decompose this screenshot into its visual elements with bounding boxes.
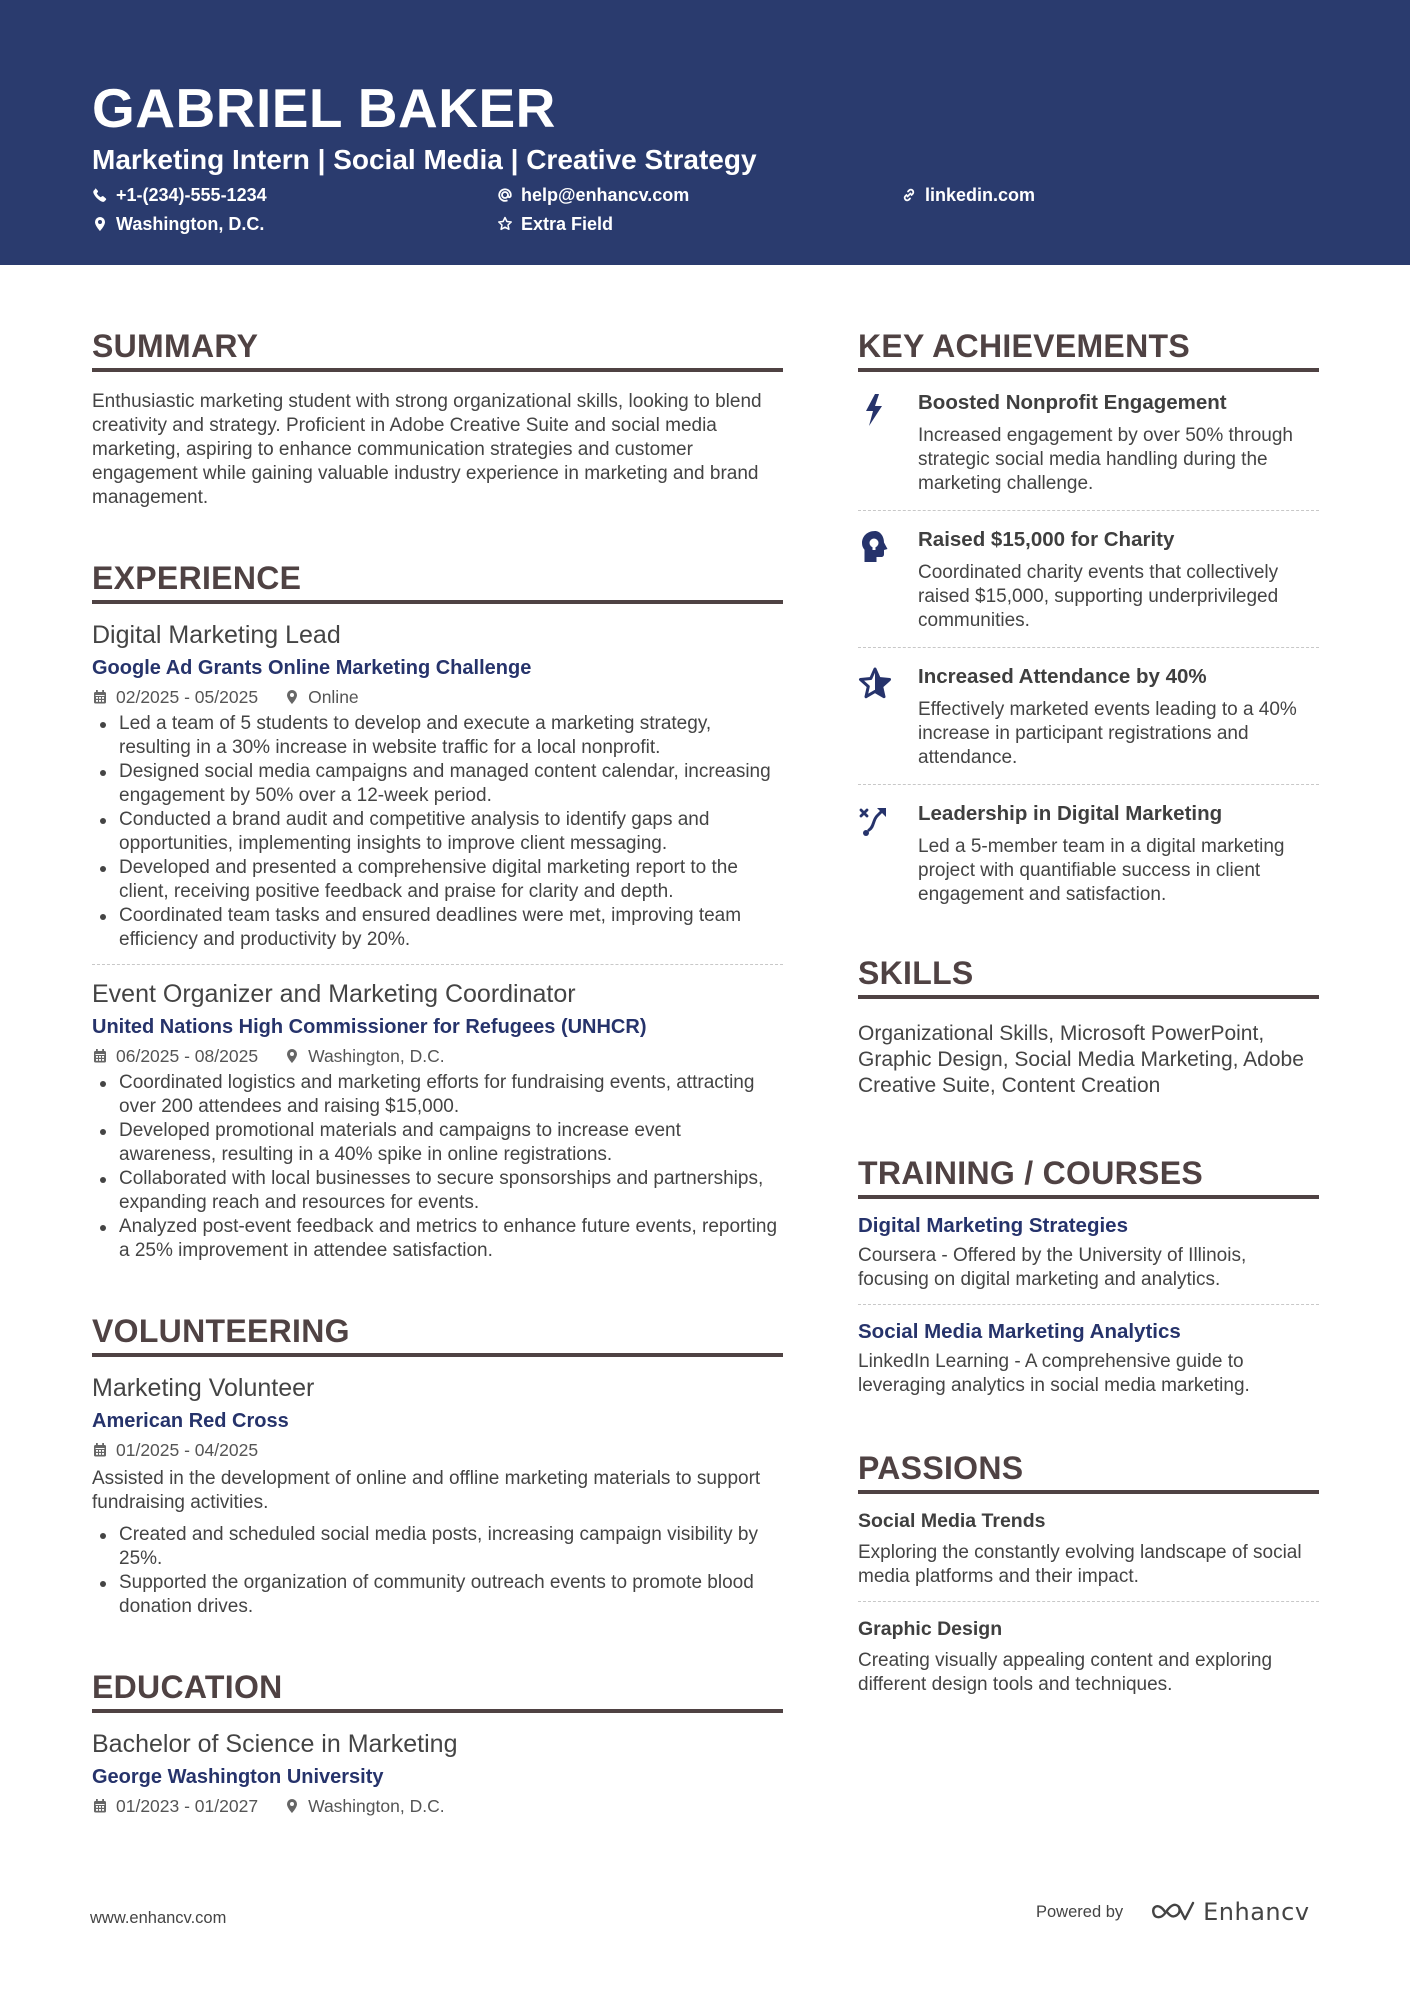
skills-heading: SKILLS [858,953,1319,999]
brand-name: Enhancv [1203,1898,1310,1926]
linkedin-text: linkedin.com [925,185,1036,205]
email-text: help@enhancv.com [521,185,690,205]
education-section [92,1667,783,1817]
date-text: 02/2025 - 05/2025 [116,687,259,707]
divider [858,784,1319,785]
experience-meta [92,1045,783,1067]
achievement-title: Leadership in Digital Marketing [918,802,1223,825]
date-range [92,1795,258,1817]
course-title: Digital Marketing Strategies [858,1214,1128,1237]
head-idea-icon [858,529,892,565]
education-meta [92,1795,783,1817]
volunteer-bullets [92,1523,783,1619]
bullet: Collaborated with local businesses to secure sponsorships and partnerships, expanding reach and resources for events. [92,1167,783,1215]
passion-item [858,1616,1319,1697]
lightning-icon [858,392,892,428]
volunteering-heading: VOLUNTEERING [92,1311,783,1357]
calendar-icon [92,1048,108,1064]
education-school: George Washington University [92,1766,384,1788]
contact-extra [497,213,613,235]
brand-logo[interactable] [1149,1898,1309,1926]
location-text: Washington, D.C. [308,1796,445,1816]
volunteer-role: Marketing Volunteer [92,1374,315,1402]
skills-section [858,953,1319,1099]
experience-role: Event Organizer and Marketing Coordinator [92,980,576,1008]
location-text: Online [308,687,359,707]
divider [858,647,1319,648]
achievement-title: Raised $15,000 for Charity [918,528,1175,551]
calendar-icon [92,1798,108,1814]
star-icon [858,666,892,702]
passion-title: Graphic Design [858,1618,1003,1640]
at-icon [497,187,513,203]
candidate-name: GABRIEL BAKER [92,77,556,139]
location [284,1795,445,1817]
bullet: Designed social media campaigns and managed content calendar, increasing engagement by 50% over a 12-week period. [92,760,783,808]
calendar-icon [92,1442,108,1458]
extra-text: Extra Field [521,214,614,234]
course-item [858,1213,1319,1292]
bullet: Analyzed post-event feedback and metrics to enhance future events, reporting a 25% improvement in attendee satisfaction. [92,1215,783,1263]
star-outline-icon [497,216,513,232]
experience-meta [92,686,783,708]
volunteer-description: Assisted in the development of online and offline marketing materials to support fundraising activities. [92,1468,761,1513]
achievement-title: Increased Attendance by 40% [918,665,1207,688]
candidate-title: Marketing Intern | Social Media | Creative Strategy [92,144,757,175]
location-pin-icon [92,216,108,232]
contact-location [92,213,264,235]
divider [858,510,1319,511]
achievement-desc: Coordinated charity events that collectively raised $15,000, supporting underprivileged communities. [918,562,1279,631]
date-text: 01/2025 - 04/2025 [116,1440,259,1460]
courses-heading: TRAINING / COURSES [858,1153,1319,1199]
experience-org: Google Ad Grants Online Marketing Challenge [92,657,532,679]
passion-desc: Creating visually appealing content and exploring different design tools and techniques. [858,1650,1273,1695]
course-desc: LinkedIn Learning - A comprehensive guide to leveraging analytics in social media marketing. [858,1351,1250,1396]
divider [858,1304,1319,1305]
bullet: Created and scheduled social media posts, increasing campaign visibility by 25%. [92,1523,783,1571]
phone-text: +1-(234)-555-1234 [116,185,267,205]
divider [858,1601,1319,1602]
date-range [92,1045,258,1067]
strategy-arrow-icon [858,803,892,839]
passions-section [858,1448,1319,1697]
phone-icon [92,187,108,203]
date-text: 01/2023 - 01/2027 [116,1796,259,1816]
bullet: Coordinated team tasks and ensured deadlines were met, improving team efficiency and productivity by 20%. [92,904,783,952]
achievement-item [858,801,1319,907]
achievements-section [858,326,1319,907]
course-desc: Coursera - Offered by the University of Illinois, focusing on digital marketing and analytics. [858,1245,1247,1290]
summary-heading: SUMMARY [92,326,783,372]
date-text: 06/2025 - 08/2025 [116,1046,259,1066]
enhancv-logo-icon [1149,1900,1195,1924]
achievement-desc: Increased engagement by over 50% through strategic social media handling during the marketing challenge. [918,425,1293,494]
achievements-heading: KEY ACHIEVEMENTS [858,326,1319,372]
footer-branding [1036,1898,1310,1926]
experience-item [92,978,783,1263]
bullet: Developed promotional materials and campaigns to increase event awareness, resulting in a 40% spike in online registrations. [92,1119,783,1167]
skills-text: Organizational Skills, Microsoft PowerPoint, Graphic Design, Social Media Marketing, Adobe Creative Suite, Content Creation [858,1022,1304,1097]
bullet: Supported the organization of community outreach events to promote blood donation drives. [92,1571,783,1619]
location-pin-icon [284,689,300,705]
achievement-item [858,664,1319,770]
location-text: Washington, D.C. [308,1046,445,1066]
volunteer-org: American Red Cross [92,1410,289,1432]
experience-item [92,619,783,952]
location-pin-icon [284,1048,300,1064]
experience-heading: EXPERIENCE [92,558,783,604]
location-text: Washington, D.C. [116,214,265,234]
left-column [92,326,783,1817]
date-range [92,686,258,708]
passion-desc: Exploring the constantly evolving landscape of social media platforms and their impact. [858,1542,1302,1587]
passion-item [858,1508,1319,1589]
summary-text: Enthusiastic marketing student with strong organizational skills, looking to blend creativity and strategy. Proficient in Adobe Creative Suite and social media marketing, aspiring to enhance communication strategies and customer engagement while gaining valuable industry experience in marketing and brand management. [92,391,762,508]
experience-role: Digital Marketing Lead [92,621,341,649]
bullet: Conducted a brand audit and competitive analysis to identify gaps and opportunities, implementing insights to improve client messaging. [92,808,783,856]
courses-section [858,1153,1319,1398]
powered-by-text: Powered by [1036,1902,1124,1921]
location [284,686,359,708]
bullet: Coordinated logistics and marketing efforts for fundraising events, attracting over 200 attendees and raising $15,000. [92,1071,783,1119]
location [284,1045,445,1067]
link-icon [901,187,917,203]
divider [92,964,783,965]
footer-website[interactable]: www.enhancv.com [90,1909,227,1927]
volunteering-section [92,1311,783,1619]
location-pin-icon [284,1798,300,1814]
achievement-desc: Effectively marketed events leading to a 40% increase in participant registrations and attendance. [918,699,1297,768]
contact-phone[interactable] [92,184,267,206]
achievement-item [858,390,1319,496]
right-column [858,326,1319,1697]
experience-org: United Nations High Commissioner for Refugees (UNHCR) [92,1016,647,1038]
date-range [92,1439,258,1461]
experience-section [92,558,783,1263]
calendar-icon [92,689,108,705]
experience-bullets [92,712,783,952]
contact-linkedin[interactable] [901,184,1035,206]
contact-email[interactable] [497,184,689,206]
course-title: Social Media Marketing Analytics [858,1320,1181,1343]
passions-heading: PASSIONS [858,1448,1319,1494]
bullet: Developed and presented a comprehensive digital marketing report to the client, receiving positive feedback and praise for clarity and depth. [92,856,783,904]
education-heading: EDUCATION [92,1667,783,1713]
passion-title: Social Media Trends [858,1510,1046,1532]
achievement-item [858,527,1319,633]
volunteer-meta [92,1439,783,1461]
education-degree: Bachelor of Science in Marketing [92,1730,458,1758]
achievement-desc: Led a 5-member team in a digital marketing project with quantifiable success in client engagement and satisfaction. [918,836,1285,905]
course-item [858,1319,1319,1398]
summary-section [92,326,783,510]
resume-header [0,0,1410,265]
achievement-title: Boosted Nonprofit Engagement [918,391,1227,414]
bullet: Led a team of 5 students to develop and execute a marketing strategy, resulting in a 30% increase in website traffic for a local nonprofit. [92,712,783,760]
experience-bullets [92,1071,783,1263]
